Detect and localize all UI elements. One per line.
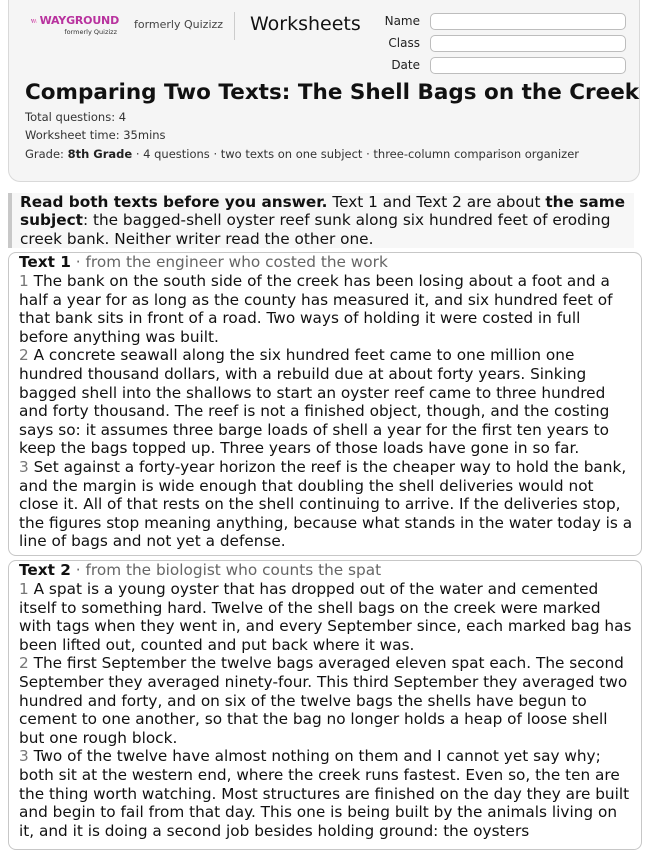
brand-logo	[31, 14, 119, 36]
instructions-box	[8, 193, 634, 248]
text-2-paragraph-1	[19, 580, 633, 654]
paragraph-number: 3	[19, 457, 29, 476]
worksheet-title: Comparing Two Texts: The Shell Bags on the Creek	[25, 80, 640, 105]
name-field-row	[379, 10, 626, 32]
paragraph-number: 1	[19, 272, 29, 290]
paragraph-number: 1	[19, 580, 29, 598]
paragraph-text: The first September the twelve bags averaged eleven spat each. The second September they averaged ninety-four. This third September they averaged two hundred and forty, and on six of the twelve bags the shells have begun to cement to one another, so that the bag no longer holds a heap of loose shell but one rough block.	[19, 654, 628, 747]
total-questions: Total questions: 4	[25, 110, 127, 124]
text-2-label: Text 2	[19, 561, 71, 579]
text-1-label: Text 1	[19, 253, 71, 271]
formerly-label: formerly Quizizz	[134, 18, 224, 31]
grade-line	[25, 147, 579, 161]
instructions-lead: Read both texts before you answer.	[20, 193, 328, 211]
date-field[interactable]	[430, 57, 626, 74]
paragraph-number: 3	[19, 747, 29, 766]
brand-row	[31, 14, 223, 42]
text-1-card	[8, 252, 642, 556]
instructions-rest: : the bagged-shell oyster reef sunk along six hundred feet of eroding creek bank. Neither writer read the other one.	[20, 211, 611, 248]
paragraph-text: Two of the twelve have almost nothing on them and I cannot yet say why; both sit at the western end, where the creek runs fastest. Even so, the ten are the thing worth watching. Most structures are finished on the day they are built and begin to fail from that day. This one is being built by the animals living on it, and it is doing a second job besides holding ground: the oysters	[19, 747, 630, 840]
text-1-heading	[19, 253, 633, 272]
grade-value: 8th Grade	[67, 147, 133, 161]
text-1-paragraph-3	[19, 458, 633, 551]
text-2-source: · from the biologist who counts the spat	[70, 561, 382, 579]
class-field-row	[379, 32, 626, 54]
grade-details: · 4 questions · two texts on one subject · three-column comparison organizer	[132, 147, 579, 161]
worksheet-time: Worksheet time: 35mins	[25, 128, 166, 142]
instructions-subject: the same subject	[20, 193, 626, 230]
paragraph-text: The bank on the south side of the creek has been losing about a foot and a half a year for as long as the county has measured it, and six hundred feet of that bank sits in front of a road. Two ways of holding it were costed in full before anything was built.	[19, 272, 613, 346]
name-field[interactable]	[430, 13, 626, 30]
date-field-row	[379, 54, 626, 76]
logo-mark-icon	[31, 16, 37, 26]
header-divider	[234, 12, 235, 40]
text-1-source: · from the engineer who costed the work	[70, 253, 388, 271]
grade-prefix: Grade:	[25, 147, 68, 161]
text-2-heading	[19, 561, 633, 580]
paragraph-number: 2	[19, 654, 29, 673]
text-2-card	[8, 560, 642, 850]
class-field[interactable]	[430, 35, 626, 52]
class-label: Class	[388, 36, 420, 50]
text-1-paragraph-1	[19, 272, 633, 346]
text-2-paragraph-2	[19, 654, 633, 747]
date-label: Date	[391, 58, 420, 72]
instructions-mid: Text 1 and Text 2 are about	[327, 193, 546, 211]
paragraph-text: Set against a forty-year horizon the reef is the cheaper way to hold the bank, and the margin is wide enough that doubling the shell deliveries would not close it. All of that rests on the shell continuing to arrive. If the deliveries stop, the figures stop meaning anything, because what stands in the water today is a line of bags and not yet a defense.	[19, 457, 633, 551]
text-2-paragraph-3	[19, 747, 633, 840]
paragraph-text: A spat is a young oyster that has dropped out of the water and cemented itself to something hard. Twelve of the shell bags on the creek were marked with tags when they went in, and every September since, each marked bag has been lifted out, counted and put back where it was.	[19, 580, 632, 654]
brand-name: WAYGROUND	[39, 14, 119, 27]
paragraph-number: 2	[19, 346, 29, 365]
paragraph-text: A concrete seawall along the six hundred feet came to one million one hundred thousand dollars, with a rebuild due at about forty years. Sinking bagged shell into the shallows to start an oyster reef came to three hundred and forty thousand. The reef is not a finished object, though, and the costing says so: it assumes three barge loads of shell a year for the first ten years to keep the bags topped up. Three years of those loads have gone in so far.	[19, 346, 610, 458]
sheet-kind-label: Worksheets	[250, 13, 361, 35]
text-1-paragraph-2	[19, 346, 633, 458]
name-label: Name	[384, 14, 420, 28]
brand-subtitle: formerly Quizizz	[64, 28, 117, 36]
student-fields	[379, 10, 626, 76]
worksheet-header	[8, 0, 640, 182]
